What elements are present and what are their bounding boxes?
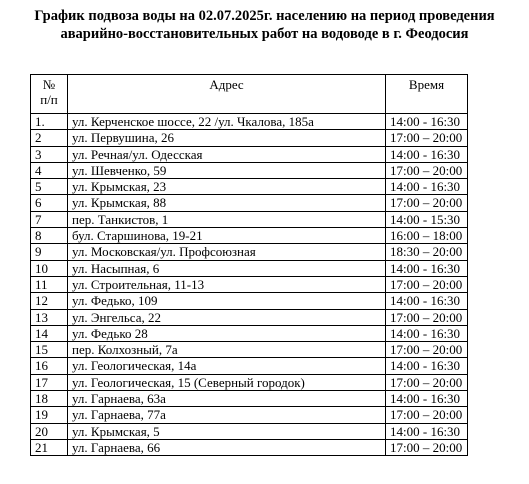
table-row xyxy=(31,325,468,341)
row-address: ул. Крымская, 88 xyxy=(68,195,386,211)
table-row xyxy=(31,342,468,358)
row-time: 17:00 – 20:00 xyxy=(386,407,468,423)
row-number: 16 xyxy=(31,358,68,374)
row-number: 20 xyxy=(31,423,68,439)
row-address: ул. Шевченко, 59 xyxy=(68,162,386,178)
title-line-1: График подвоза воды на 02.07.2025г. населению на период проведения xyxy=(34,8,495,24)
row-address: ул. Первушина, 26 xyxy=(68,130,386,146)
table-row xyxy=(31,391,468,407)
row-number: 1. xyxy=(31,114,68,130)
table-row xyxy=(31,374,468,390)
row-address: ул. Энгельса, 22 xyxy=(68,309,386,325)
table-row xyxy=(31,146,468,162)
row-time: 14:00 - 16:30 xyxy=(386,114,468,130)
document-title xyxy=(0,7,529,43)
row-number: 7 xyxy=(31,211,68,227)
row-address: ул. Геологическая, 15 (Северный городок) xyxy=(68,374,386,390)
water-delivery-schedule-table xyxy=(30,74,468,456)
table-header-row xyxy=(31,75,468,114)
row-time: 17:00 – 20:00 xyxy=(386,130,468,146)
row-time: 17:00 – 20:00 xyxy=(386,309,468,325)
table-row xyxy=(31,358,468,374)
table-body xyxy=(31,114,468,456)
row-address: ул. Керченское шоссе, 22 /ул. Чкалова, 185а xyxy=(68,114,386,130)
row-number: 4 xyxy=(31,162,68,178)
row-time: 14:00 - 16:30 xyxy=(386,293,468,309)
row-time: 14:00 - 16:30 xyxy=(386,260,468,276)
row-number: 8 xyxy=(31,228,68,244)
row-number: 18 xyxy=(31,391,68,407)
row-number: 17 xyxy=(31,374,68,390)
row-time: 18:30 – 20:00 xyxy=(386,244,468,260)
table-row xyxy=(31,130,468,146)
header-time: Время xyxy=(386,75,468,114)
row-number: 2 xyxy=(31,130,68,146)
table-row xyxy=(31,162,468,178)
row-address: пер. Танкистов, 1 xyxy=(68,211,386,227)
row-time: 17:00 – 20:00 xyxy=(386,439,468,455)
row-time: 14:00 - 16:30 xyxy=(386,391,468,407)
header-number: № п/п xyxy=(31,75,68,114)
row-number: 12 xyxy=(31,293,68,309)
row-time: 17:00 – 20:00 xyxy=(386,195,468,211)
table-row xyxy=(31,309,468,325)
table-row xyxy=(31,276,468,292)
row-address: ул. Гарнаева, 63а xyxy=(68,391,386,407)
row-address: ул. Федько 28 xyxy=(68,325,386,341)
table-row xyxy=(31,211,468,227)
row-time: 17:00 – 20:00 xyxy=(386,374,468,390)
table-row xyxy=(31,195,468,211)
row-time: 14:00 - 16:30 xyxy=(386,325,468,341)
row-time: 17:00 – 20:00 xyxy=(386,276,468,292)
row-number: 11 xyxy=(31,276,68,292)
row-address: ул. Гарнаева, 77а xyxy=(68,407,386,423)
row-address: пер. Колхозный, 7а xyxy=(68,342,386,358)
row-address: ул. Речная/ул. Одесская xyxy=(68,146,386,162)
row-time: 17:00 – 20:00 xyxy=(386,342,468,358)
row-number: 21 xyxy=(31,439,68,455)
row-address: бул. Старшинова, 19-21 xyxy=(68,228,386,244)
row-number: 15 xyxy=(31,342,68,358)
row-number: 6 xyxy=(31,195,68,211)
header-address: Адрес xyxy=(68,75,386,114)
row-time: 16:00 – 18:00 xyxy=(386,228,468,244)
row-time: 14:00 - 16:30 xyxy=(386,179,468,195)
row-address: ул. Геологическая, 14а xyxy=(68,358,386,374)
row-number: 14 xyxy=(31,325,68,341)
table-row xyxy=(31,423,468,439)
row-number: 13 xyxy=(31,309,68,325)
table-row xyxy=(31,228,468,244)
table-row xyxy=(31,244,468,260)
row-address: ул. Насыпная, 6 xyxy=(68,260,386,276)
table-row xyxy=(31,293,468,309)
table-row xyxy=(31,114,468,130)
row-number: 5 xyxy=(31,179,68,195)
row-time: 14:00 - 16:30 xyxy=(386,423,468,439)
row-time: 14:00 - 16:30 xyxy=(386,146,468,162)
row-address: ул. Гарнаева, 66 xyxy=(68,439,386,455)
row-address: ул. Крымская, 5 xyxy=(68,423,386,439)
table-row xyxy=(31,439,468,455)
row-address: ул. Строительная, 11-13 xyxy=(68,276,386,292)
table-row xyxy=(31,260,468,276)
table-row xyxy=(31,407,468,423)
row-number: 10 xyxy=(31,260,68,276)
row-address: ул. Федько, 109 xyxy=(68,293,386,309)
row-number: 3 xyxy=(31,146,68,162)
row-time: 14:00 - 15:30 xyxy=(386,211,468,227)
table-row xyxy=(31,179,468,195)
row-time: 14:00 - 16:30 xyxy=(386,358,468,374)
title-line-2: аварийно-восстановительных работ на водоводе в г. Феодосия xyxy=(60,26,469,42)
row-time: 17:00 – 20:00 xyxy=(386,162,468,178)
row-number: 19 xyxy=(31,407,68,423)
row-address: ул. Московская/ул. Профсоюзная xyxy=(68,244,386,260)
row-number: 9 xyxy=(31,244,68,260)
row-address: ул. Крымская, 23 xyxy=(68,179,386,195)
